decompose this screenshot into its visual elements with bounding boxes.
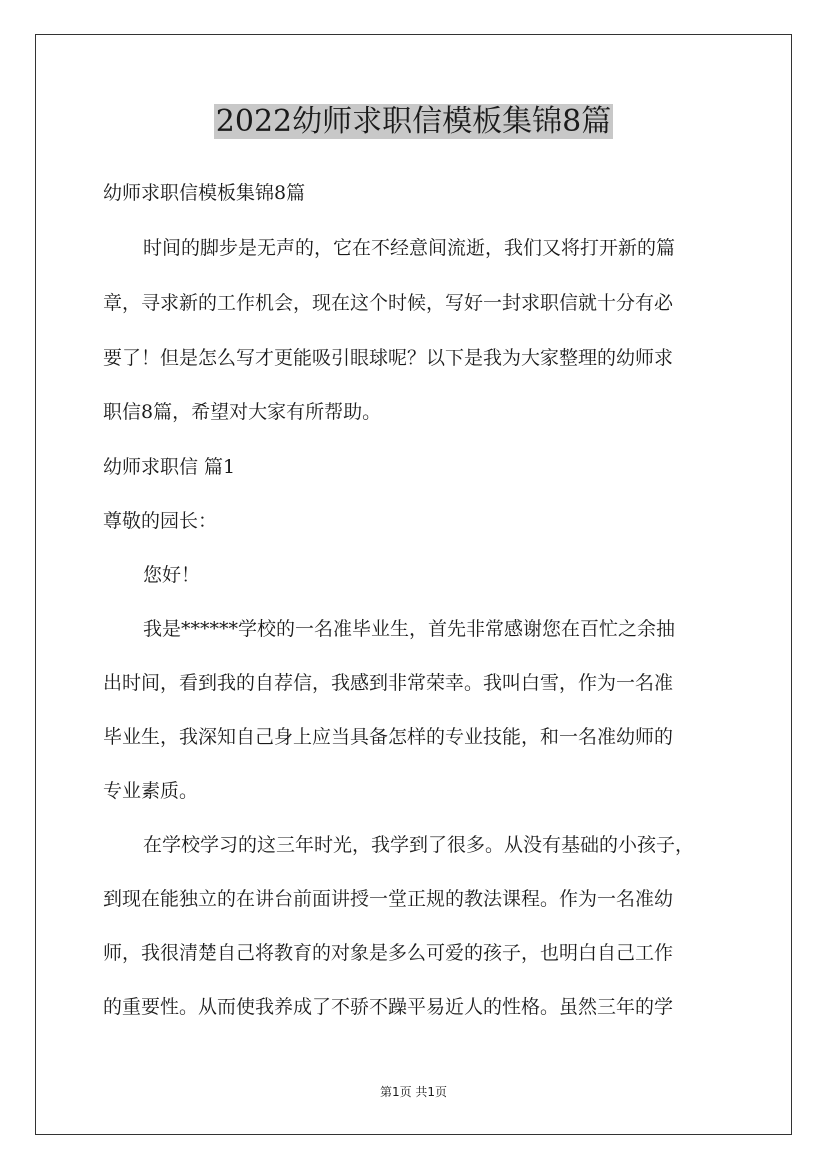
- subtitle: 幼师求职信模板集锦8篇: [103, 182, 306, 204]
- paragraph-line: 师，我很清楚自己将教育的对象是多么可爱的孩子，也明白自己工作: [103, 942, 674, 964]
- greeting: 您好！: [143, 564, 201, 586]
- paragraph-line: 我是******学校的一名准毕业生，首先非常感谢您在百忙之余抽: [143, 618, 676, 640]
- document-title-text: 2022幼师求职信模板集锦8篇: [215, 104, 612, 139]
- page-footer: [0, 1084, 827, 1100]
- paragraph-line: 在学校学习的这三年时光，我学到了很多。从没有基础的小孩子，: [143, 834, 695, 856]
- paragraph-line: 专业素质。: [103, 780, 199, 802]
- section-heading: 幼师求职信 篇1: [103, 456, 236, 478]
- page-number: 第1页 共1页: [379, 1085, 448, 1099]
- document-title: [0, 102, 827, 142]
- paragraph-line: 的重要性。从而使我养成了不骄不躁平易近人的性格。虽然三年的学: [103, 996, 674, 1018]
- paragraph-line: 到现在能独立的在讲台前面讲授一堂正规的教法课程。作为一名准幼: [103, 888, 674, 910]
- intro-line: 要了！但是怎么写才更能吸引眼球呢？以下是我为大家整理的幼师求: [103, 347, 674, 369]
- paragraph-line: 毕业生，我深知自己身上应当具备怎样的专业技能，和一名准幼师的: [103, 726, 674, 748]
- intro-line: 时间的脚步是无声的，它在不经意间流逝，我们又将打开新的篇: [143, 237, 676, 259]
- intro-line: 职信8篇，希望对大家有所帮助。: [103, 401, 382, 423]
- intro-line: 章，寻求新的工作机会，现在这个时候，写好一封求职信就十分有必: [103, 292, 674, 314]
- salutation: 尊敬的园长：: [103, 510, 218, 532]
- paragraph-line: 出时间，看到我的自荐信，我感到非常荣幸。我叫白雪，作为一名准: [103, 672, 674, 694]
